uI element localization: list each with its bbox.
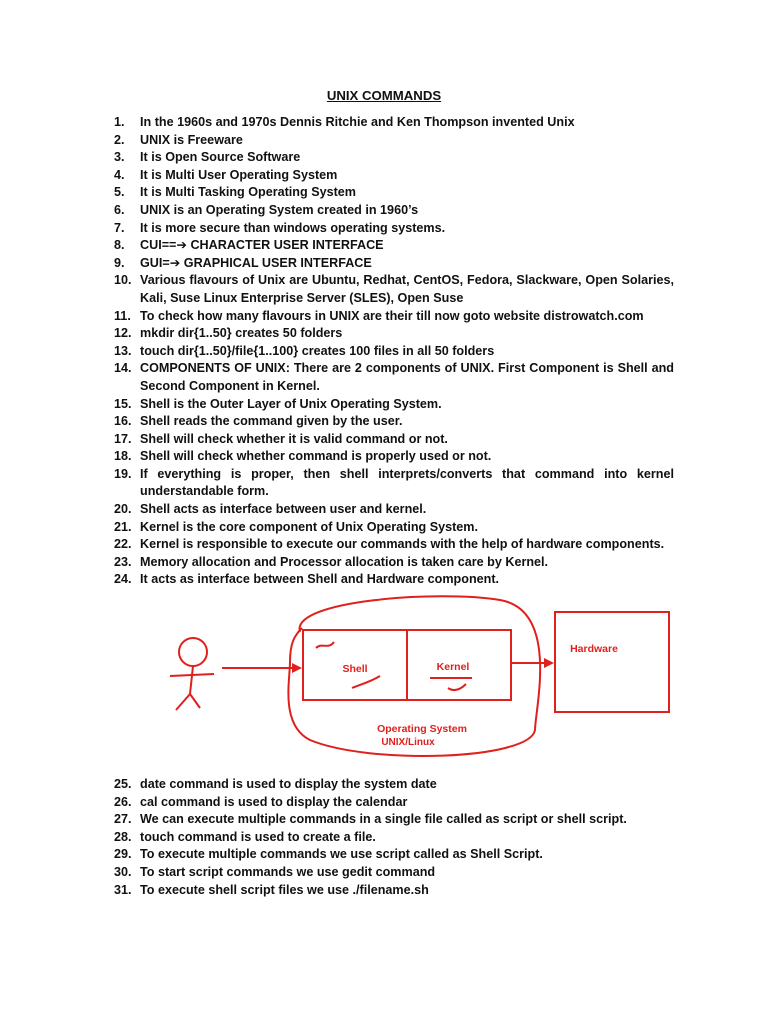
numbered-list-part-1	[114, 114, 674, 589]
list-item-number: 5.	[114, 185, 125, 200]
list-item-text: Kernel is the core component of Unix Operating System.	[140, 519, 479, 534]
list-item	[114, 220, 674, 238]
list-item-number: 23.	[114, 554, 132, 569]
list-item-text: Kernel is responsible to execute our commands with the help of hardware components.	[140, 537, 665, 552]
list-item-number: 24.	[114, 572, 132, 587]
list-item	[114, 308, 674, 326]
list-item-number: 27.	[114, 812, 132, 827]
list-item-number: 8.	[114, 238, 125, 253]
list-item-number: 6.	[114, 202, 125, 217]
list-item-text: It is Multi Tasking Operating System	[140, 185, 356, 200]
list-item	[114, 536, 674, 554]
list-item-text: It is Multi User Operating System	[140, 167, 338, 182]
list-item-text: UNIX is Freeware	[140, 132, 243, 147]
numbered-list-part-2	[114, 776, 674, 899]
list-item-number: 2.	[114, 132, 125, 147]
list-item	[114, 466, 674, 501]
list-item-number: 10.	[114, 273, 132, 288]
list-item-number: 20.	[114, 502, 132, 517]
stick-figure-icon	[170, 638, 214, 710]
list-item-text: In the 1960s and 1970s Dennis Ritchie and Ken Thompson invented Unix	[140, 115, 575, 129]
list-item-text: To execute shell script files we use ./filename.sh	[140, 882, 429, 897]
list-item	[114, 794, 674, 812]
list-item-number: 18.	[114, 449, 132, 464]
list-item	[114, 237, 674, 255]
hardware-label: Hardware	[570, 643, 618, 655]
list-item-text: COMPONENTS OF UNIX: There are 2 components of UNIX. First Component is Shell and Second Component in Kernel.	[140, 361, 674, 393]
list-item	[114, 501, 674, 519]
list-item	[114, 554, 674, 572]
list-item-number: 14.	[114, 361, 132, 376]
list-item	[114, 360, 674, 395]
list-item-text: Shell is the Outer Layer of Unix Operating System.	[140, 396, 442, 411]
list-item	[114, 776, 674, 794]
list-item-number: 13.	[114, 343, 132, 358]
list-item-number: 29.	[114, 847, 132, 862]
list-item-text: date command is used to display the system date	[140, 777, 437, 791]
list-item-number: 7.	[114, 220, 125, 235]
list-item	[114, 132, 674, 150]
kernel-label: Kernel	[436, 661, 470, 673]
list-item	[114, 864, 674, 882]
list-item	[114, 272, 674, 307]
list-item-text: Shell acts as interface between user and kernel.	[140, 502, 427, 517]
list-item-text: UNIX is an Operating System created in 1960’s	[140, 202, 419, 217]
list-item-number: 19.	[114, 466, 132, 481]
list-item	[114, 114, 674, 132]
list-item-text: Shell reads the command given by the user.	[140, 414, 403, 429]
list-item	[114, 431, 674, 449]
list-item-number: 4.	[114, 167, 125, 182]
list-item-number: 16.	[114, 414, 132, 429]
os-sublabel: UNIX/Linux	[381, 737, 435, 748]
list-item-number: 28.	[114, 829, 132, 844]
list-item-text: We can execute multiple commands in a single file called as script or shell script.	[140, 812, 627, 827]
list-item	[114, 202, 674, 220]
list-item	[114, 829, 674, 847]
list-item	[114, 571, 674, 589]
list-item	[114, 343, 674, 361]
list-item-text: To start script commands we use gedit command	[140, 864, 436, 879]
list-item-text: If everything is proper, then shell interprets/converts that command into kernel understandable form.	[140, 466, 674, 499]
list-item-text: GUI=➔ GRAPHICAL USER INTERFACE	[140, 255, 372, 270]
list-item-text: CUI==➔ CHARACTER USER INTERFACE	[140, 238, 384, 253]
kernel-to-hardware-arrow	[511, 658, 554, 668]
list-item	[114, 519, 674, 537]
list-item-number: 21.	[114, 519, 132, 534]
list-item	[114, 325, 674, 343]
list-item-text: touch command is used to create a file.	[140, 829, 376, 844]
list-item-number: 1.	[114, 115, 125, 129]
list-item-number: 15.	[114, 396, 132, 411]
list-item-number: 26.	[114, 794, 132, 809]
list-item-text: It is Open Source Software	[140, 150, 301, 165]
list-item-number: 11.	[114, 308, 131, 323]
list-item-number: 9.	[114, 255, 125, 270]
list-item-number: 3.	[114, 150, 125, 165]
list-item	[114, 255, 674, 273]
list-item-number: 22.	[114, 537, 132, 552]
list-item	[114, 413, 674, 431]
hardware-box	[555, 612, 669, 712]
list-item-text: touch dir{1..50}/file{1..100} creates 100 files in all 50 folders	[140, 343, 495, 358]
list-item-text: Various flavours of Unix are Ubuntu, Redhat, CentOS, Fedora, Slackware, Open Solaries, Kali, Suse Linux Enterprise Server (SLES), Open Suse	[140, 273, 674, 305]
list-item	[114, 448, 674, 466]
list-item-text: To check how many flavours in UNIX are their till now goto website distrowatch.com	[140, 308, 644, 323]
list-item-text: Memory allocation and Processor allocation is taken care by Kernel.	[140, 554, 549, 569]
list-item-number: 30.	[114, 864, 132, 879]
list-item	[114, 184, 674, 202]
list-item	[114, 396, 674, 414]
list-item-text: It is more secure than windows operating systems.	[140, 220, 446, 235]
list-item	[114, 167, 674, 185]
list-item-number: 12.	[114, 326, 132, 341]
list-item	[114, 882, 674, 900]
list-item	[114, 811, 674, 829]
list-item	[114, 846, 674, 864]
list-item-text: cal command is used to display the calendar	[140, 794, 408, 809]
list-item-text: Shell will check whether it is valid command or not.	[140, 431, 448, 446]
list-item-text: It acts as interface between Shell and Hardware component.	[140, 572, 500, 587]
list-item-number: 31.	[114, 882, 132, 897]
list-item-number: 25.	[114, 777, 132, 791]
list-item-number: 17.	[114, 431, 132, 446]
unix-architecture-diagram	[140, 590, 718, 762]
list-item-text: To execute multiple commands we use script called as Shell Script.	[140, 847, 543, 862]
list-item	[114, 149, 674, 167]
list-item-text: Shell will check whether command is properly used or not.	[140, 449, 492, 464]
list-item-text: mkdir dir{1..50} creates 50 folders	[140, 326, 343, 341]
os-label: Operating System	[377, 723, 467, 735]
shell-label: Shell	[342, 663, 368, 675]
document-title: UNIX COMMANDS	[326, 88, 442, 103]
